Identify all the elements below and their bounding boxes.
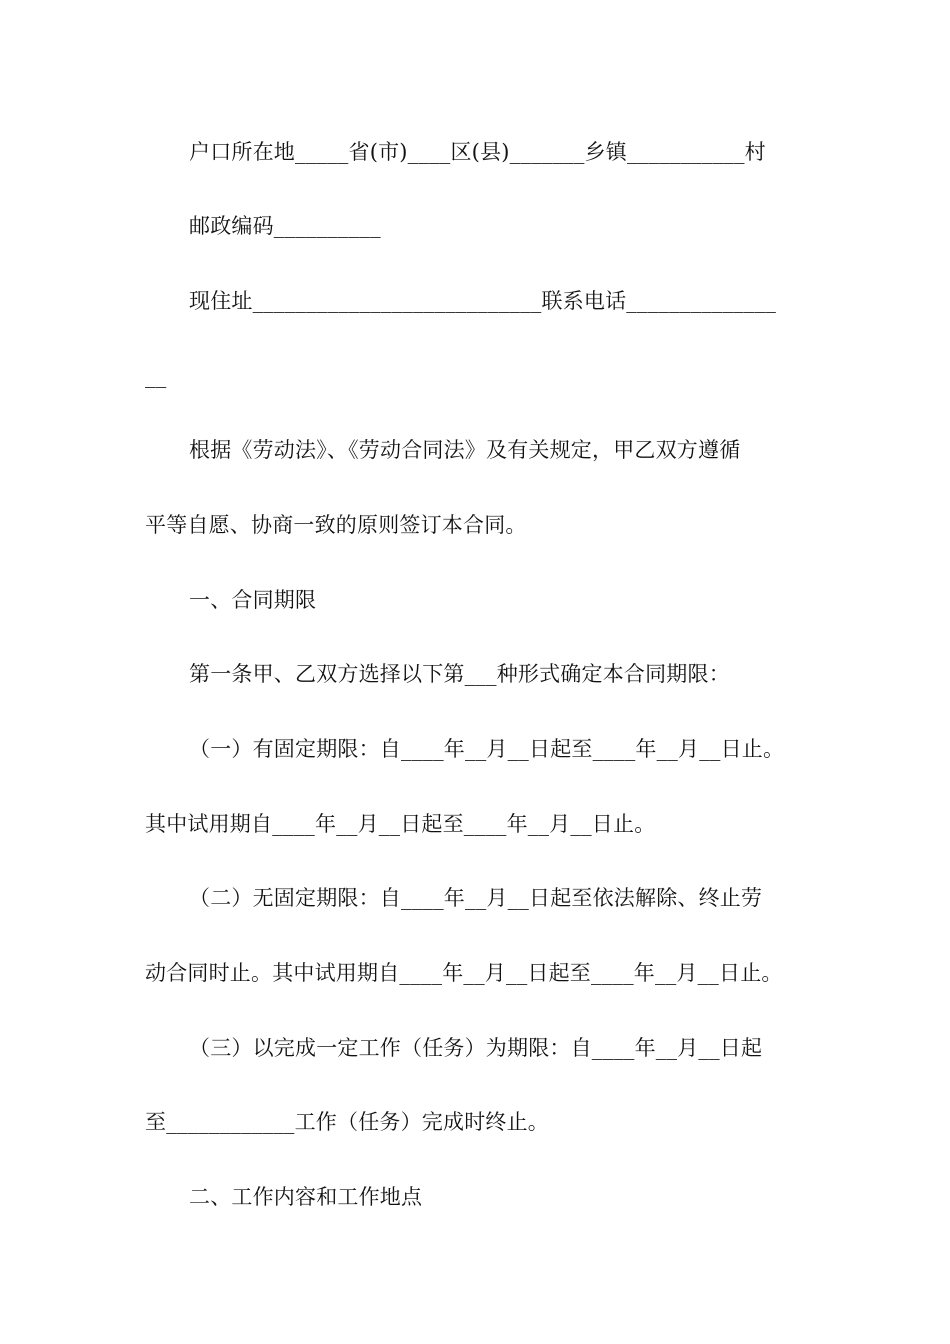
fixed-term-line-1: （一）有固定期限：自____年__月__日起至____年__月__日止。 xyxy=(189,737,785,761)
open-term-line-1: （二）无固定期限：自____年__月__日起至依法解除、终止劳 xyxy=(189,886,763,910)
address-continuation-line: __ xyxy=(145,364,167,388)
postal-code-line: 邮政编码__________ xyxy=(189,214,381,238)
current-address-line: 现住址___________________________联系电话______________ xyxy=(189,289,777,313)
fixed-term-line-2: 其中试用期自____年__月__日起至____年__月__日止。 xyxy=(145,812,656,836)
section-heading-term: 一、合同期限 xyxy=(189,588,317,612)
legal-basis-line-1: 根据《劳动法》、《劳动合同法》及有关规定，甲乙双方遵循 xyxy=(189,438,741,462)
task-term-line-2: 至____________工作（任务）完成时终止。 xyxy=(145,1110,549,1134)
household-registration-line: 户口所在地_____省(市)____区(县)_______乡镇___________村 xyxy=(189,140,766,164)
section-heading-work: 二、工作内容和工作地点 xyxy=(189,1185,423,1209)
legal-basis-line-2: 平等自愿、协商一致的原则签订本合同。 xyxy=(145,513,527,537)
open-term-line-2: 动合同时止。其中试用期自____年__月__日起至____年__月__日止。 xyxy=(145,961,783,985)
task-term-line-1: （三）以完成一定工作（任务）为期限：自____年__月__日起 xyxy=(189,1036,763,1060)
article-one-line: 第一条甲、乙双方选择以下第___种形式确定本合同期限： xyxy=(189,662,730,686)
